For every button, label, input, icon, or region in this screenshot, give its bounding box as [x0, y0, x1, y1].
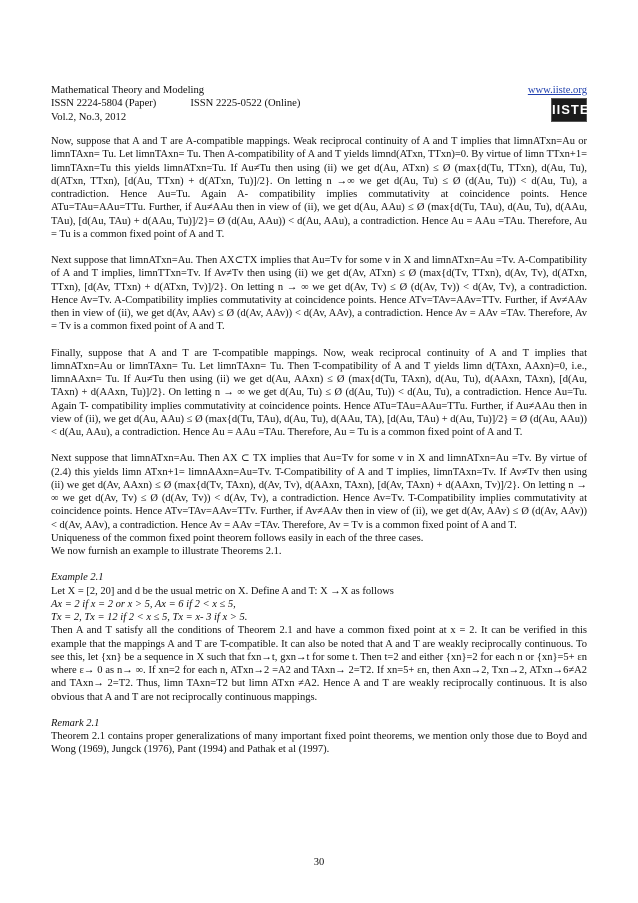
journal-url-link[interactable]: www.iiste.org	[527, 85, 587, 96]
page-number: 30	[313, 857, 325, 868]
example-intro: We now furnish an example to illustrate Theorems 2.1.	[51, 546, 282, 557]
example-map-a: Ax = 2 if x = 2 or x > 5, Ax = 6 if 2 < x ≤ 5,	[51, 598, 236, 610]
journal-title: Mathematical Theory and Modeling	[51, 85, 205, 96]
paragraph-a-compatible-case1: Now, suppose that A and T are A-compatible mappings. Weak reciprocal continuity of A and T implies that limnATxn=Au or limnTAxn= Tu. Let limnTAxn= Tu. Then A-compatibility of A and T yields limnd(ATxn, TTxn)=0. By virtue of limn TTxn+1= limnTAxn=Tu this yields limnATxn=Tu. If Au≠Tu then using (ii) we get d(Au, ATxn) ≤ Ø (max{d(Tu, TTxn), d(Au, Tu), d(ATxn, TTxn), [d(Au, TTxn) + d(ATxn, Tu)]/2}. On letting n →∞ we get d(Au, Tu) ≤ Ø (d(Au, Tu)) < d(Au, Tu), a contradiction. Hence Au=Tu. Again A- compatibility implies commutativity at coincidence points. Hence ATu=TAu=AAu=TTu. Further, if Au≠AAu then in view of (ii), we get d(Au, AAu) ≤ Ø (max{d(Tu, TAu), d(Au, Tu), d(AAu, TAu), [d(Au, TAu) + d(AAu, Tu)]/2}= Ø (d(Au, AAu)) < d(Au, AAu), a contradiction. Hence Au = AAu =TAu. Therefore, Au = Tu is a common fixed point of A and T.	[51, 136, 587, 240]
example-heading: Example 2.1	[51, 572, 104, 584]
page-header	[51, 84, 590, 124]
volume-info: Vol.2, No.3, 2012	[51, 111, 127, 123]
page-body	[51, 135, 587, 770]
iiste-logo: IISTE	[551, 98, 587, 122]
issn-paper: ISSN 2224-5804 (Paper)	[51, 98, 157, 110]
example-discussion: Then A and T satisfy all the conditions of Theorem 2.1 and have a common fixed point at x = 2. It can be verified in this example that the mappings A and T are T-compatible. It can also be noted that A and T are weakly reciprocally continuous. To see this, let {xn} be a sequence in X such that fxn→t, gxn→t for some t. Then t=2 and either {xn}=2 for each n or {xn}=5+ εn where ε→ 0 as n→ ∞. If xn=2 for each n, ATxn→2 =A2 and TAxn→ 2=T2. If xn=5+ εn, then Axn→2, Txn→2, ATxn→6≠A2 and TAxn→ 2=T2. Thus, limn TAxn=T2 but limn ATxn ≠A2. Hence A and T are weakly reciprocally continuous. It is also obvious that A and T are not reciprocally continuous mappings.	[51, 625, 587, 703]
issn-online: ISSN 2225-0522 (Online)	[190, 98, 301, 110]
paragraph-a-compatible-case2: Next suppose that limnATxn=Au. Then AX⊂TX implies that Au=Tv for some v in X and limnATxn=Au =Tv. A-Compatibility of A and T implies, limnTTxn=Tv. If Av≠Tv then using (ii) we get d(Av, ATxn) ≤ Ø (max{d(Tv, TTxn), d(Av, Tv), d(ATxn, TTxn), [d(Av, TTxn) + d(ATxn, Tv)]/2}. On letting n → ∞ we get d(Av, Tv) ≤ Ø (d(Av, Tv)) < d(Av, Tv), a contradiction. Hence Av=Tv. A-Compatibility implies commutativity at coincidence points. Hence ATv=TAv=AAv=TTv. Further, if Av≠AAv then in view of (ii), we get d(Av, AAv) ≤ Ø (d(Av, AAv)) < d(Av, AAv), a contradiction. Hence Av = AAv =TAv. Therefore, Av = Tv is a common fixed point of A and T.	[51, 255, 587, 333]
remark-heading: Remark 2.1	[51, 717, 100, 729]
remark-text: Theorem 2.1 contains proper generalizations of many important fixed point theorems, we mention only those due to Boyd and Wong (1969), Jungck (1976), Pant (1994) and Pathak et al (1997).	[51, 731, 587, 756]
example-map-t: Tx = 2, Tx = 12 if 2 < x ≤ 5, Tx = x- 3 if x > 5.	[51, 612, 248, 623]
example-definition: Let X = [2, 20] and d be the usual metric on X. Define A and T: X →X as follows	[51, 585, 394, 597]
uniqueness-note: Uniqueness of the common fixed point theorem follows easily in each of the three cases.	[51, 532, 424, 544]
paragraph-t-compatible-case1: Finally, suppose that A and T are T-compatible mappings. Now, weak reciprocal continuity of A and T implies that limnATxn=Au or limnTAxn= Tu. Let limnTAxn= Tu. Then T-compatibility of A and T yields limn d(TAxn, AAxn)=0, i.e., limnAAxn= Tu. If Au≠Tu then using (ii) we get d(Au, AAxn) ≤ Ø (max{d(Tu, TAxn), d(Au, Tu), d(AAxn, TAxn), [d(Au, TAxn) + d(AAxn, Tu)]/2}. On letting n → ∞ we get d(Au, Tu) ≤ Ø (d(Au, Tu)) < d(Au, Tu), a contradiction. Hence Au=Tu. Again T- compatibility implies commutativity at coincidence points. Hence ATu=TAu=AAu=TTu. Further, if Au≠AAu then in view of (ii), we get d(Au, AAu) ≤ Ø (max{d(Tu, TAu), d(Au, Tu), d(AAu, TA), [d(Au, TAu) + d(Au, Tu)]/2} = Ø (d(Au, AAu)) < d(Au, AAu), a contradiction. Hence Au = AAu =TAu. Therefore, Au = Tu is a common fixed point of A and T.	[51, 347, 587, 438]
paragraph-t-compatible-case2: Next suppose that limnATxn=Au. Then AX ⊂ TX implies that Au=Tv for some v in X and limnATxn=Au =Tv. By virtue of (2.4) this yields limn ATxn+1= limnAAxn=Au=Tv. T-Compatibility of A and T implies, limnTAxn=Tv. If Av≠Tv then using (ii) we get d(Av, AAxn) ≤ Ø (max{d(Tv, TAxn), d(Av, Tv), d(AAxn, TAxn), [d(Av, TAxn) + d(AAxn, Tv)]/2}. On letting n → ∞ we get d(Av, Tv) ≤ Ø (d(Av, Tv)) < d(Av, Tv), a contradiction. Hence Av=Tv. T-Compatibility implies commutativity at coincidence points. Hence ATv=TAv=AAv=TTv. Further, if Av≠AAv then in view of (ii), we get d(Av, AAv) ≤ Ø (d(Av, AAv)) < d(Av, AAv), a contradiction. Hence Av = AAv =TAv. Therefore, Av = Tv is a common fixed point of A and T.	[51, 453, 587, 531]
